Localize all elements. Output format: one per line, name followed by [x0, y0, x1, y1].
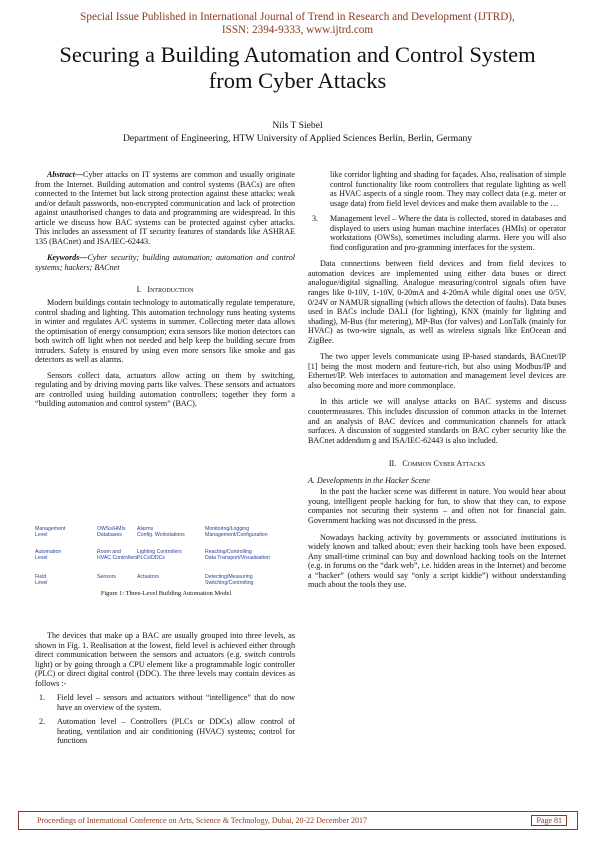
keywords-label: Keywords— — [47, 253, 88, 263]
author-affiliation: Department of Engineering, HTW University of Applied Sciences Berlin, Berlin, Germany — [122, 133, 473, 144]
section1-title: Introduction — [147, 285, 194, 295]
page-number: Page 81 — [531, 815, 567, 826]
figure-1 — [35, 523, 297, 593]
subsection-a-heading: A. Developments in the Hacker Scene — [308, 475, 430, 485]
fig-owss-hmis: OWSs/HMIs Databases — [97, 526, 126, 538]
section2-title: Common Cyber Attacks — [402, 459, 486, 469]
paper-title-line2: from Cyber Attacks — [208, 68, 387, 93]
page-footer — [18, 811, 578, 830]
fig-monitoring-logging: Monitoring/Logging Management/Configuration — [205, 526, 268, 538]
fig-detecting-measuring: Detecting/Measuring Switching/Controlling — [205, 574, 254, 586]
section1-number: I. — [136, 285, 142, 295]
fig-lighting-controllers: Lighting Controllers PLCs/DDCs — [137, 549, 182, 561]
level-item-automation-start: 2. Automation level – Controllers (PLCs or DDCs) allow control of heating, ventilation and air conditioning (HVAC) systems; control for functions — [39, 717, 295, 746]
intro-paragraph-3: The devices that make up a BAC are usually grouped into three levels, as shown in Fig. 1. Realisation at the lowest, field level is achieved either through direct communication between the sensors and actuators (e.g. switch controls light) or by going through a CPU element like a programmable logic controller (PLC) or direct digital control (DDC). The three levels may contain devices as follows :- — [35, 631, 295, 688]
fig-alarms-config: Alarms Config. Workstations — [137, 526, 185, 538]
level-item-automation-cont: like corridor lighting and shading for façades. Also, realisation of simple control functionality like room controllers that regulate lighting as well as HVAC aspects of a single room. They may collect data (e.g. meter or usage data) from field level devices and make them available to the … — [330, 170, 566, 208]
intro-paragraph-6: In this article we will analyse attacks on BAC systems and discuss countermeasures. This includes discussion of common attacks in the Internet and an analysis of BAC devices and communication channels for attack surfaces. A discussion of suggested standards on BAC cyber security like the BACnet addendum g and ISA/IEC-62443 is also included. — [308, 397, 566, 445]
keywords — [35, 253, 295, 272]
fig-sensors: Sensors — [97, 574, 117, 580]
right-column — [308, 170, 566, 590]
journal-header-line1: Special Issue Published in International Journal of Trend in Research and Development (IJTRD), — [80, 11, 515, 23]
abstract-text: Cyber attacks on IT systems are common and usually originate from the Internet. Building automation and control systems (BACs) are often connected to the Internet but lack strong protection against these attacks: weak and/or default passwords, non-encrypted communication and lack of protection against unauthorised changes to data and programming are widespread. In this article we discuss how BAC systems can be protected against cyber attacks. This includes an assessment of IT security features of standards like ASHRAE 135 (BACnet) and ISA/IEC-62443. — [35, 170, 295, 246]
fig-reacting-controlling: Reacting/Controlling Data Transport/Visualisation — [205, 549, 270, 561]
journal-header-line2: ISSN: 2394-9333, www.ijtrd.com — [221, 24, 374, 36]
left-column-bottom — [35, 631, 295, 746]
section2-paragraph-1: In the past the hacker scene was different in nature. You would hear about young, intelligent people hacking for fun, to show that they can, to expose companies not securing their systems – and often not for financial gain. Government hacking was not discussed in the press. — [308, 487, 566, 525]
intro-paragraph-5: The two upper levels communicate using IP-based standards, BACnet/IP [1] being the most modern and feature-rich, but also using Modbus/IP and Ethernet/IP. Web interfaces to automation and management level devices are also becoming more and more commonplace. — [308, 352, 566, 390]
paper-title-line1: Securing a Building Automation and Control System — [59, 42, 536, 67]
intro-paragraph-1: Modern buildings contain technology to automatically regulate temperature, control shading and lighting. This automation technology runs heating systems in winter and regulates A/C systems in summer. Collecting meter data allows the optimisation of energy consumption; extra sensors like motion detectors can both switch off light when not needed and help keep the building secure from intruders. Safety is ensured by using even more sensors like smoke and gas detectors as well as alarms. — [35, 298, 295, 365]
fig-room-hvac-controllers: Room and HVAC Controllers — [97, 549, 138, 561]
author-name: Nils T Siebel — [272, 120, 323, 131]
fig-field-level: Field Level — [35, 574, 48, 586]
figure-1-caption: Figure 1: Three-Level Building Automation Model — [100, 590, 232, 597]
section2-paragraph-2: Nowadays hacking activity by governments or associated institutions is widely known and talked about; even their hacking tools have been exposed. Any small-time criminal can buy and download hacking tools on the Internet (e.g. in forums on the “dark web”, i.e. hidden areas in the Internet) and become a “hacker” (others would say “only a script kiddie”) without understanding much about the tools they use. — [308, 532, 566, 590]
section2-number: II. — [388, 459, 397, 469]
left-column-top — [35, 170, 295, 409]
level-list-right — [308, 170, 566, 252]
section2-heading — [308, 459, 566, 469]
fig-management-level: Management Level — [35, 526, 66, 538]
footer-conference: Proceedings of International Conference on Arts, Science & Technology, Dubai, 20-22 December 2017 — [37, 816, 368, 825]
fig-automation-level: Automation Level — [35, 549, 62, 561]
keywords-text: Cyber security; building automation; automation and control systems; hackers; BACnet — [35, 253, 295, 272]
intro-paragraph-4: Data connections between field devices and from field devices to automation devices are implemented using either data buses or direct analogue/digital signalling. Analogue measuring/control signals often have ranges like 0-10V, 1-10V, 0-20mA and 4-20mA while digital ones use 0/5V, 0/24V or NAMUR signalling (which allows the detection of faults). Data buses used in BACs include DALI (for lighting), KNX (mainly for lighting and shading), M-Bus (for metering), MP-Bus (for valves) and LonTalk (mainly for HVAC) as two-wire signals, as well as wireless signals like EnOcean and ZigBee. — [308, 259, 566, 345]
section1-heading — [35, 285, 295, 295]
level-item-management: 3. Management level – Where the data is collected, stored in databases and displayed to users using human machine interfaces (HMIs) or operator workstations (OWSs), sometimes including alarms. Here you will also find configuration and pro-gramming interfaces for the system. — [312, 214, 566, 252]
fig-actuators: Actuators — [137, 574, 159, 580]
abstract-label: Abstract— — [47, 170, 83, 179]
paper-title — [20, 42, 575, 94]
level-list-left — [35, 693, 295, 746]
abstract — [35, 170, 295, 246]
level-item-field: 1. Field level – sensors and actuators without “intelligence” that do now have an overview of the system. — [39, 693, 295, 712]
intro-paragraph-2: Sensors collect data, actuators allow acting on them by switching, regulating and by driving moving parts like valves. These sensors and actuators are controlled using building automation controllers; together they form a “building automation and control system” (BAC). — [35, 370, 295, 409]
